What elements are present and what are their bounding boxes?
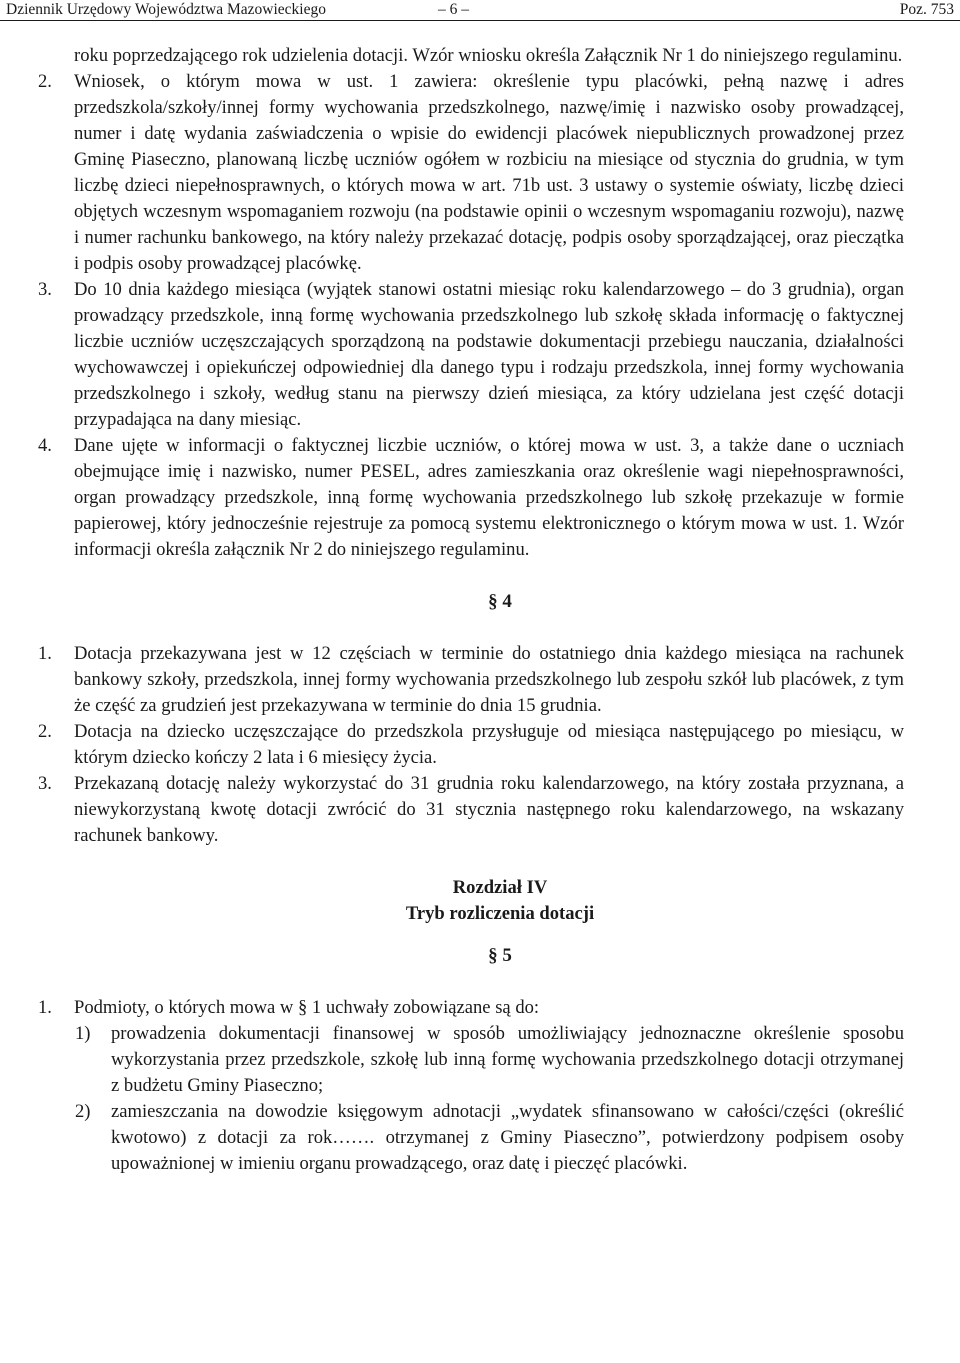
item-number: 1. — [38, 643, 52, 664]
item-text: Do 10 dnia każdego miesiąca (wyjątek stanowi ostatni miesiąc roku kalendarzowego – do 3 grudnia), organ prowadzący przedszkole, inną formę wychowania przedszkolnego lub szkołę składa informację o faktycznej liczbie uczniów uczęszczających sporządzoną na podstawie dokumentacji przebiegu nauczania, działalności wychowawczej i opiekuńczej odpowiedniej dla danego typu i rodzaju przedszkola, innej formy wychowania przedszkolnego i szkoły, według stanu na pierwszy dzień miesiąca, za który udzielana jest część dotacji przypadająca na dany miesiąc. — [74, 279, 904, 430]
list-item — [0, 641, 960, 719]
sub-list-item — [0, 1099, 960, 1177]
position-number: Poz. 753 — [899, 1, 954, 18]
list-item — [0, 995, 960, 1021]
document-body — [0, 43, 960, 1177]
item-text: Dane ujęte w informacji o faktycznej liczbie uczniów, o której mowa w ust. 3, a także dane o uczniach obejmujące imię i nazwisko, numer PESEL, adres zamieszkania oraz określenie wagi niepełnosprawności, organ prowadzący przedszkole, inną formę wychowania przedszkolnego lub szkołę przekazuje w formie papierowej, który jednocześnie rejestruje za pomocą systemu elektronicznego o którym mowa w ust. 1. Wzór informacji określa załącznik Nr 2 do niniejszego regulaminu. — [74, 435, 904, 560]
list-item — [0, 277, 960, 433]
item-number: 2. — [38, 71, 52, 92]
header-rule — [0, 20, 960, 21]
page-header — [0, 0, 960, 22]
list-item — [0, 69, 960, 277]
list-item — [0, 771, 960, 849]
item-text: Dotacja przekazywana jest w 12 częściach w terminie do ostatniego dnia każdego miesiąca na rachunek bankowy szkoły, przedszkola, innej formy wychowania przedszkolnego lub zespołu szkół lub placówek, z tym że część za grudzień jest przekazywana w terminie do dnia 15 grudnia. — [74, 643, 904, 716]
item-number: 3. — [38, 279, 52, 300]
item-text: Przekazaną dotację należy wykorzystać do 31 grudnia roku kalendarzowego, na który została przyznana, a niewykorzystaną kwotę dotacji zwrócić do 31 stycznia następnego roku kalendarzowego, na wskazany rachunek bankowy. — [74, 773, 904, 846]
chapter-subtitle: Tryb rozliczenia dotacji — [405, 903, 595, 924]
item-number: 3. — [38, 773, 52, 794]
journal-title: Dziennik Urzędowy Województwa Mazowieckiego — [6, 1, 326, 18]
continuation-paragraph: roku poprzedzającego rok udzielenia dotacji. Wzór wniosku określa Załącznik Nr 1 do niniejszego regulaminu. — [74, 45, 903, 66]
item-number: 4. — [38, 435, 52, 456]
item-text: Dotacja na dziecko uczęszczające do przedszkola przysługuje od miesiąca następującego po miesiącu, w którym dziecko kończy 2 lata i 6 miesięcy życia. — [74, 721, 904, 768]
section-sign-4: § 4 — [488, 591, 512, 612]
item-text: Wniosek, o którym mowa w ust. 1 zawiera: określenie typu placówki, pełną nazwę i adres przedszkola/szkoły/innej formy wychowania przedszkolnego, nazwę/imię i nazwisko osoby prowadzącej, numer i datę wydania zaświadczenia o wpisie do ewidencji placówek niepublicznych prowadzonej przez Gminę Piaseczno, planowaną liczbę uczniów ogółem w rozbiciu na miesiące od stycznia do grudnia, w tym liczbę dzieci niepełnosprawnych, o których mowa w art. 71b ust. 3 ustawy o systemie oświaty, liczbę dzieci objętych wczesnym wspomaganiem rozwoju (na podstawie opinii o wczesnym wspomaganiu rozwoju), nazwę i numer rachunku bankowego, na który należy przekazać dotację, podpis osoby sporządzającej, oraz pieczątka i podpis osoby prowadzącej placówkę. — [74, 71, 904, 274]
item-number: 1. — [38, 997, 52, 1018]
item-number: 2. — [38, 721, 52, 742]
list-item — [0, 433, 960, 563]
page-number: – 6 – — [438, 1, 469, 18]
list-item — [0, 719, 960, 771]
subitem-number: 2) — [75, 1101, 91, 1122]
subitem-number: 1) — [75, 1023, 91, 1044]
sub-list-item — [0, 1021, 960, 1099]
item-text: Podmioty, o których mowa w § 1 uchwały zobowiązane są do: — [74, 997, 540, 1018]
section-sign-5: § 5 — [488, 945, 512, 966]
subitem-text: zamieszczania na dowodzie księgowym adnotacji „wydatek sfinansowano w całości/części (określić kwotowo) z dotacji za rok……. otrzymanej z Gminy Piaseczno”, potwierdzony podpisem osoby upoważnionej w imieniu organu prowadzącego, oraz datę i pieczęć placówki. — [111, 1101, 904, 1174]
chapter-title: Rozdział IV — [452, 877, 548, 898]
subitem-text: prowadzenia dokumentacji finansowej w sposób umożliwiający jednoznaczne określenie sposobu wykorzystania przez przedszkole, szkołę lub inną formę wychowania przedszkolnego dotacji otrzymanej z budżetu Gminy Piaseczno; — [111, 1023, 904, 1096]
